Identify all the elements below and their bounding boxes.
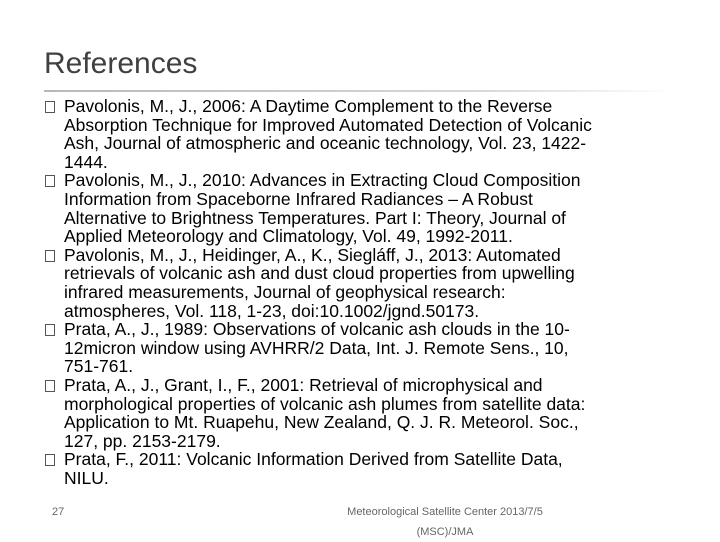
footer-organization: Meteorological Satellite Center 2013/7/5 (MSC)/JMA — [347, 506, 543, 538]
checkbox-bullet-icon — [44, 320, 64, 343]
reference-text: Prata, A., J., 1989: Observations of volcanic ash clouds in the 10- 12micron window using AVHRR/2 Data, Int. J. Remote Sens., 10, 751-761. — [64, 319, 570, 377]
reference-item — [44, 376, 674, 450]
reference-text: Pavolonis, M., J., 2006: A Daytime Complement to the Reverse Absorption Technique for Improved Automated Detection of Volcanic Ash, Journal of atmospheric and oceanic technology, Vol. 23, 1422- 1444. — [64, 96, 592, 172]
reference-item — [44, 320, 674, 376]
reference-item — [44, 97, 674, 171]
checkbox-bullet-icon — [44, 171, 64, 194]
reference-text: Pavolonis, M., J., 2010: Advances in Extracting Cloud Composition Information from Spaceborne Infrared Radiances – A Robust Alternative to Brightness Temperatures. Part I: Theory, Journal of Applied Meteorology and Climatology, Vol. 49, 1992-2011. — [64, 170, 581, 247]
reference-item — [44, 171, 674, 245]
reference-text: Prata, A., J., Grant, I., F., 2001: Retrieval of microphysical and morphological properties of volcanic ash plumes from satellite data: Application to Mt. Ruapehu, New Zealand, Q. J. R. Meteorol. Soc., 127, pp. 2153-2179. — [64, 374, 586, 451]
checkbox-bullet-icon — [44, 97, 64, 120]
reference-item — [44, 246, 674, 320]
title-divider — [44, 90, 674, 92]
checkbox-bullet-icon — [44, 450, 64, 473]
checkbox-bullet-icon — [44, 376, 64, 399]
page-number: 27 — [52, 506, 65, 518]
reference-text: Pavolonis, M., J., Heidinger, A., K., Siegláff, J., 2013: Automated retrievals of volcanic ash and dust cloud properties from upwelling infrared measurements, Journal of geophysical research: atmospheres, Vol. 118, 1-23, doi:10.1002/jgnd.50173. — [64, 244, 575, 321]
reference-list — [44, 97, 674, 487]
checkbox-bullet-icon — [44, 246, 64, 269]
reference-item — [44, 450, 674, 487]
reference-text: Prata, F., 2011: Volcanic Information Derived from Satellite Data, NILU. — [64, 449, 563, 488]
slide-title: References — [44, 47, 198, 80]
